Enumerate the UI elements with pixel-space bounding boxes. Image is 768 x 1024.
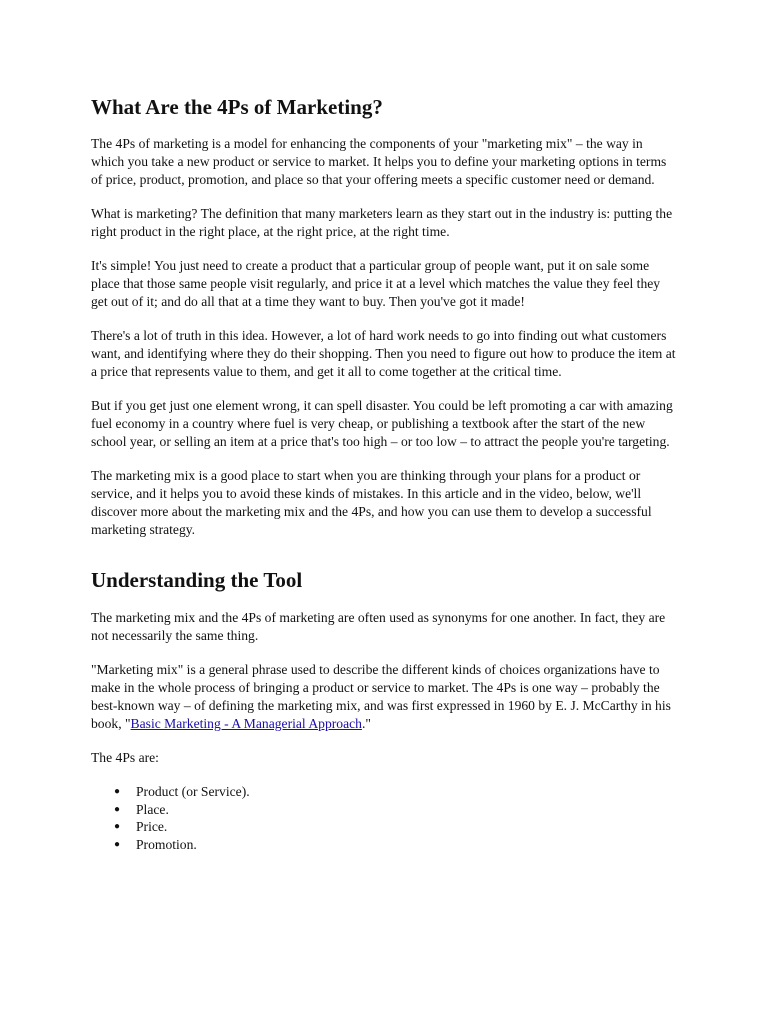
paragraph-marketing-mix-text: "Marketing mix" is a general phrase used to describe the different kinds of choices organizations have to make in the whole process of bringing a product or service to market. The 4Ps is one way – probably the best-known way – of defining the marketing mix, and was first expressed in 1960 by E. J. McCarthy in his book, " [91,662,671,731]
article [91,94,677,853]
book-link[interactable]: Basic Marketing - A Managerial Approach [130,716,362,731]
four-ps-list [91,783,677,853]
paragraph-its-simple: It's simple! You just need to create a product that a particular group of people want, put it on sale some place that those same people visit regularly, and price it at a level which matches the value they feel they get out of it; and do all that at a time they want to buy. Then you've got it made! [91,258,661,309]
bullet-icon: ● [114,786,121,797]
list-item [114,836,677,854]
paragraph-what-is-marketing: What is marketing? The definition that many marketers learn as they start out in the industry is: putting the right product in the right place, at the right price, at the right time. [91,206,673,239]
paragraph-disaster: But if you get just one element wrong, it can spell disaster. You could be left promoting a car with amazing fuel economy in a country where fuel is very cheap, or publishing a textbook after the start of the new school year, or selling an item at a price that's too high – or too low – to attract the people you're targeting. [91,398,673,449]
bullet-icon: ● [114,803,121,815]
bullet-icon: ● [114,838,121,850]
list-item [114,783,677,801]
paragraph-4ps-intro: The 4Ps are: [91,750,159,765]
paragraph-marketing-mix [91,661,677,733]
paragraph-marketing-mix-end: ." [361,716,371,731]
list-item [114,801,677,819]
list-item [114,818,677,836]
paragraph-synonyms: The marketing mix and the 4Ps of marketing are often used as synonyms for one another. In fact, they are not necessarily the same thing. [91,610,666,643]
list-item-text: Promotion. [136,836,197,852]
heading-understanding-tool: Understanding the Tool [91,568,303,592]
paragraph-good-place: The marketing mix is a good place to start when you are thinking through your plans for a product or service, and it helps you to avoid these kinds of mistakes. In this article and in the video, below, we'll discover more about the marketing mix and the 4Ps, and how you can use them to develop a successful marketing strategy. [91,468,652,537]
list-item-text: Product (or Service). [136,784,250,799]
bullet-icon: ● [114,821,121,832]
paragraph-truth: There's a lot of truth in this idea. However, a lot of hard work needs to go into finding out what customers want, and identifying where they do their shopping. Then you need to figure out how to produce the item at a price that represents value to them, and get it all to come together at the critical time. [91,328,676,379]
list-item-text: Place. [136,801,169,817]
list-item-text: Price. [136,819,168,834]
heading-what-are-4ps: What Are the 4Ps of Marketing? [91,95,383,119]
paragraph-intro: The 4Ps of marketing is a model for enhancing the components of your "marketing mix" – the way in which you take a new product or service to market. It helps you to define your marketing options in terms of price, product, promotion, and place so that your offering meets a specific customer need or demand. [91,136,667,187]
